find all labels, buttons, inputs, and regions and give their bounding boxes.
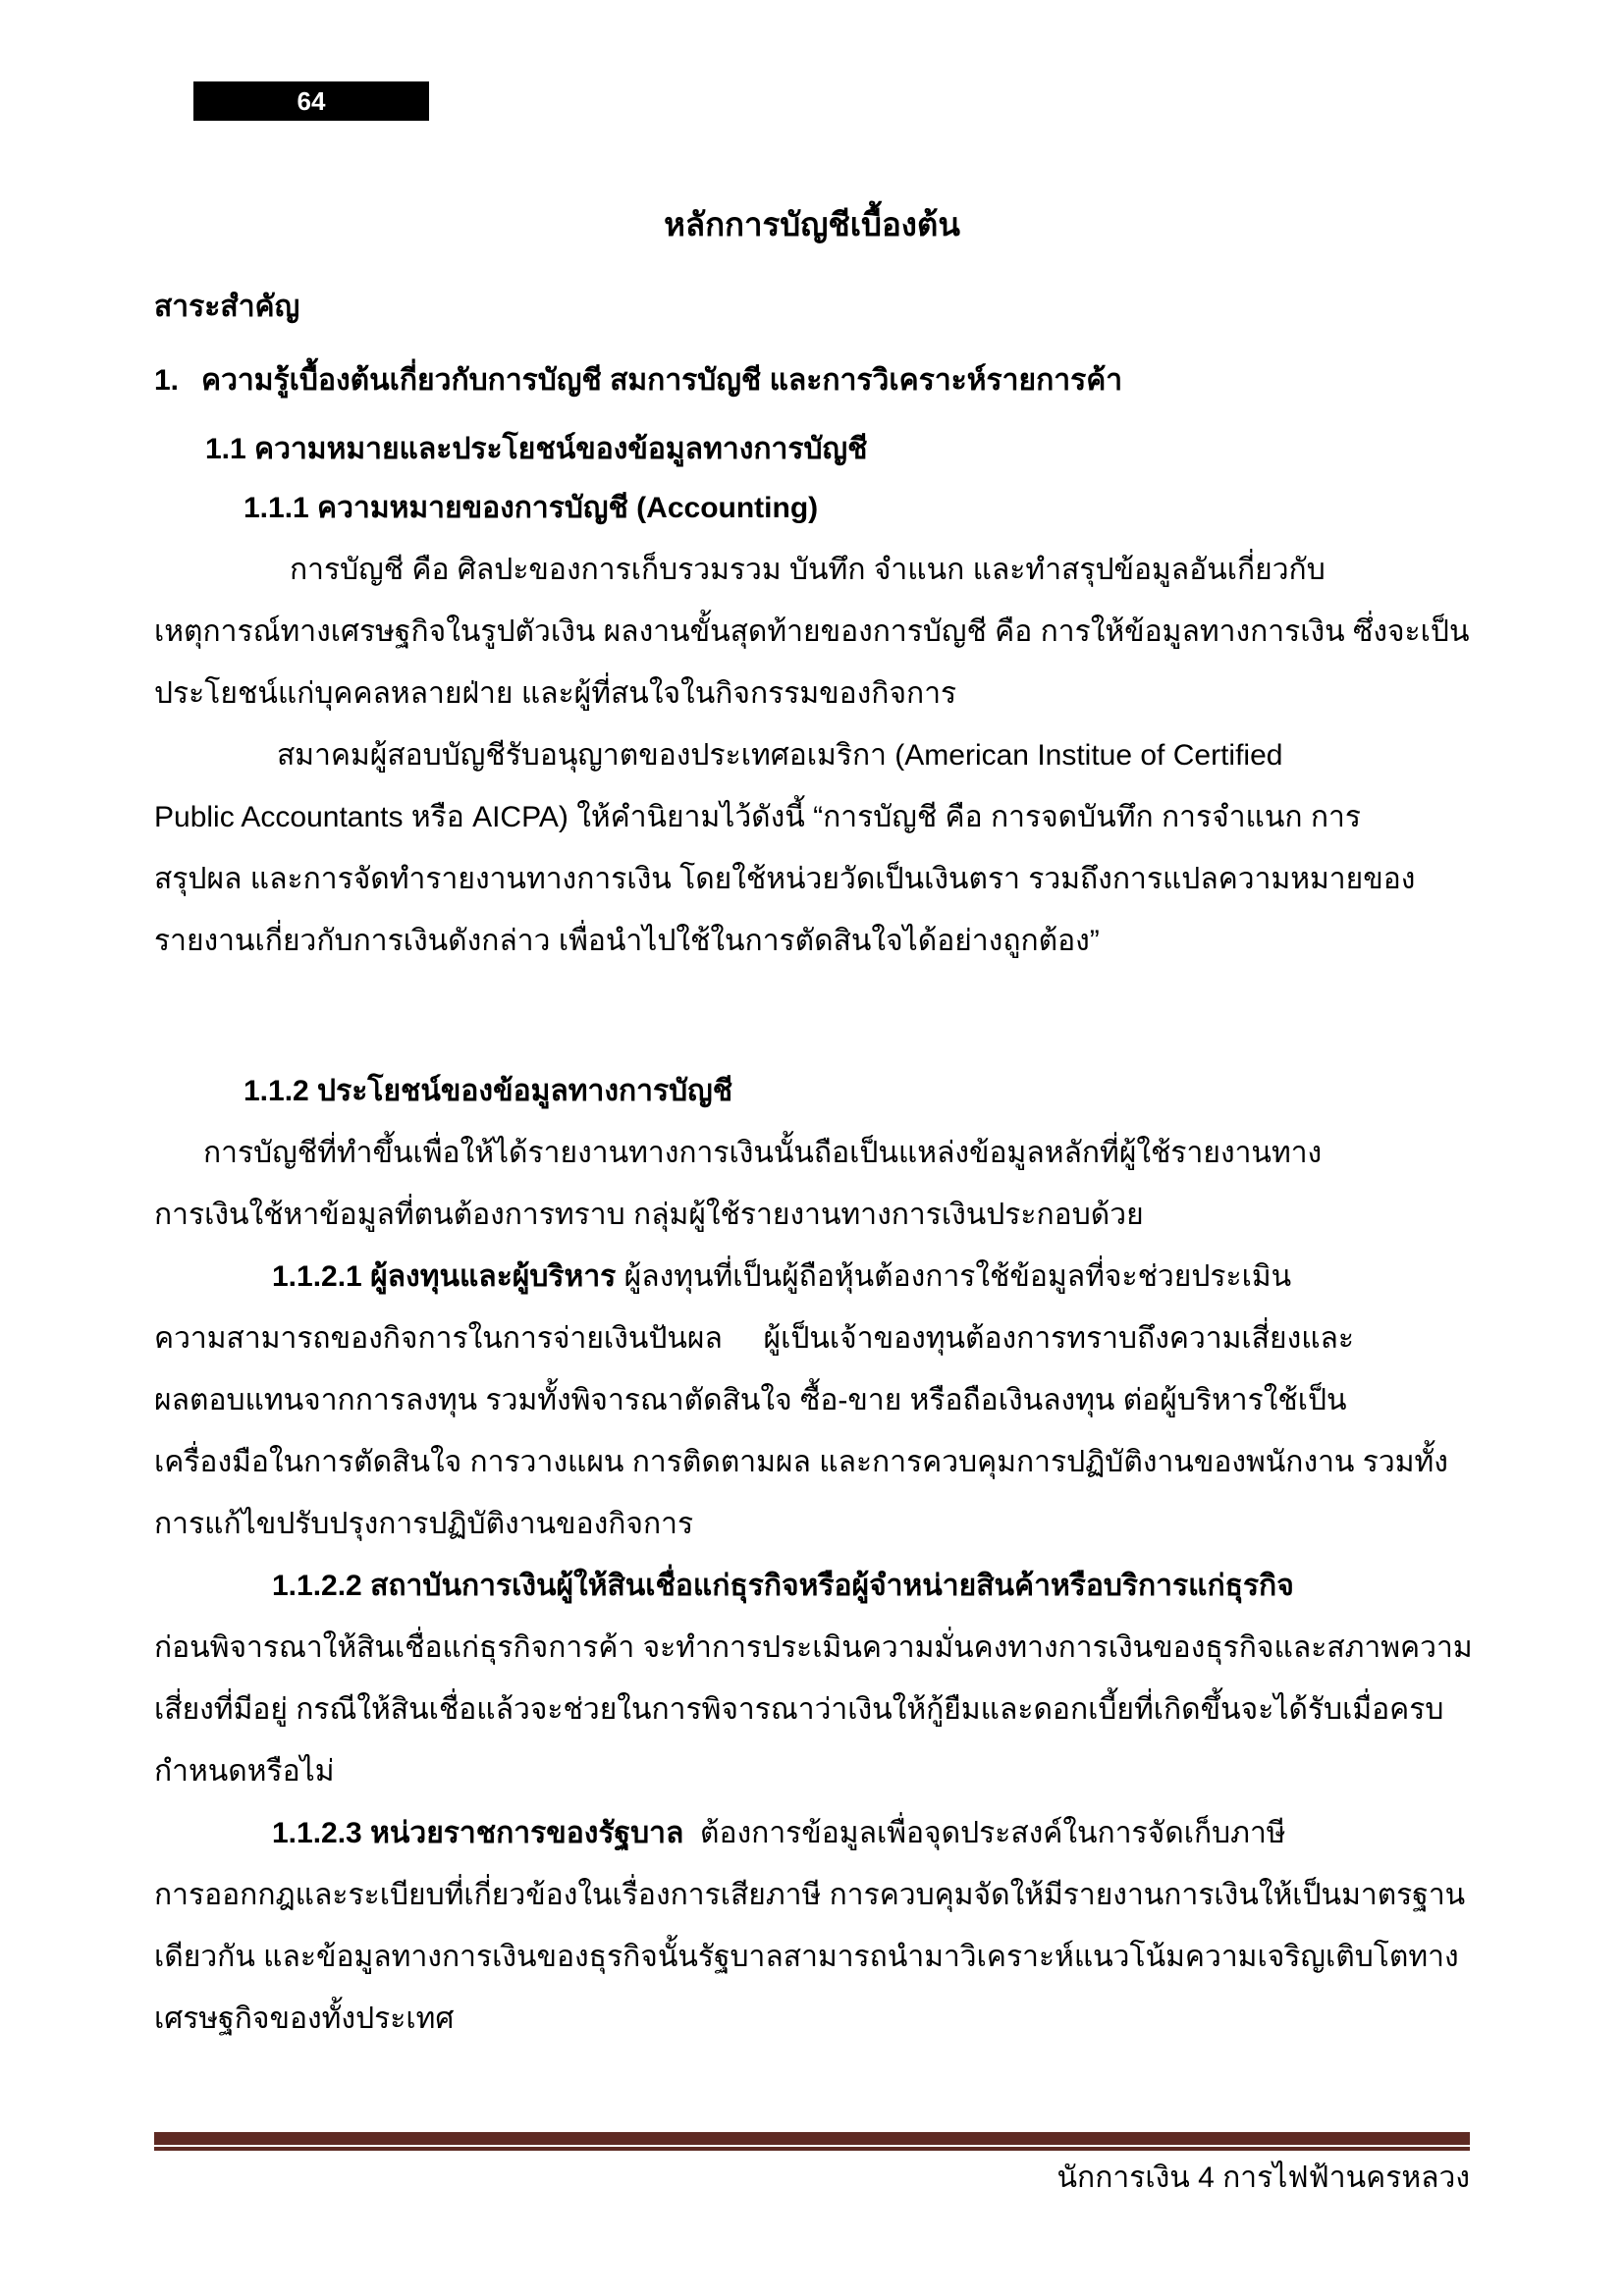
heading-1-1-2: 1.1.2 ประโยชน์ของข้อมูลทางการบัญชี (244, 1075, 733, 1107)
paragraph-line: สรุปผล และการจัดทำรายงานทางการเงิน โดยใช้หน่วยวัดเป็นเงินตรา รวมถึงการแปลความหมายของ (154, 863, 1416, 895)
paragraph-line: การบัญชี คือ ศิลปะของการเก็บรวมรวม บันทึก จำแนก และทำสรุปข้อมูลอันเกี่ยวกับ (290, 554, 1326, 586)
paragraph-line: รายงานเกี่ยวกับการเงินดังกล่าว เพื่อนำไปใช้ในการตัดสินใจได้อย่างถูกต้อง” (154, 925, 1100, 957)
footer-text: นักการเงิน 4 การไฟฟ้านครหลวง (1056, 2162, 1470, 2194)
paragraph-line: Public Accountants หรือ AICPA) ให้คำนิยามไว้ดังนี้ “การบัญชี คือ การจดบันทึก การจำแนก การ (154, 801, 1362, 833)
section-1-number: 1. (154, 364, 180, 397)
paragraph-line: เหตุการณ์ทางเศรษฐกิจในรูปตัวเงิน ผลงานขั้นสุดท้ายของการบัญชี คือ การให้ข้อมูลทางการเงิน ซึ่งจะเป็น (154, 615, 1470, 648)
paragraph-line: เครื่องมือในการตัดสินใจ การวางแผน การติดตามผล และการควบคุมการปฏิบัติงานของพนักงาน รวมทั้ง (154, 1446, 1448, 1478)
heading-1-1-2-1 (154, 1246, 1470, 1308)
heading-1-1: 1.1 ความหมายและประโยชน์ของข้อมูลทางการบัญชี (205, 433, 868, 465)
paragraph-line: ความสามารถของกิจการในการจ่ายเงินปันผล ผู้เป็นเจ้าของทุนต้องการทราบถึงความเสี่ยงและ (154, 1322, 1355, 1355)
paragraph-line: สมาคมผู้สอบบัญชีรับอนุญาตของประเทศอเมริกา (American Institue of Certified (277, 739, 1283, 772)
paragraph-line: กำหนดหรือไม่ (154, 1755, 335, 1788)
paragraph-line: การเงินใช้หาข้อมูลที่ตนต้องการทราบ กลุ่มผู้ใช้รายงานทางการเงินประกอบด้วย (154, 1199, 1144, 1231)
paragraph-line: เสี่ยงที่มีอยู่ กรณีให้สินเชื่อแล้วจะช่วยในการพิจารณาว่าเงินให้กู้ยืมและดอกเบี้ยที่เกิดขึ้นจะได้รับเมื่อครบ (154, 1693, 1444, 1726)
paragraph-line: เศรษฐกิจของทั้งประเทศ (154, 2002, 455, 2035)
paragraph-line: เดียวกัน และข้อมูลทางการเงินของธุรกิจนั้นรัฐบาลสามารถนำมาวิเคราะห์แนวโน้มความเจริญเติบโตทาง (154, 1941, 1459, 1973)
paragraph-line: ประโยชน์แก่บุคคลหลายฝ่าย และผู้ที่สนใจในกิจกรรมของกิจการ (154, 677, 957, 710)
heading-1-1-1: 1.1.1 ความหมายของการบัญชี (Accounting) (244, 492, 819, 524)
page-number-badge: 64 (193, 81, 429, 121)
page-footer (154, 2132, 1470, 2198)
paragraph-line: ผลตอบแทนจากการลงทุน รวมทั้งพิจารณาตัดสินใจ ซื้อ-ขาย หรือถือเงินลงทุน ต่อผู้บริหารใช้เป็น (154, 1384, 1347, 1416)
summary-heading: สาระสำคัญ (154, 291, 300, 323)
footer-rule-thick (154, 2132, 1470, 2145)
section-1-heading (154, 349, 1470, 411)
heading-1-1-2-3-text: ต้องการข้อมูลเพื่อจุดประสงค์ในการจัดเก็บภาษี (683, 1817, 1286, 1849)
page-title: หลักการบัญชีเบื้องต้น (664, 206, 960, 242)
heading-1-1-2-3-label: 1.1.2.3 หน่วยราชการของรัฐบาล (272, 1817, 684, 1849)
paragraph-line: ก่อนพิจารณาให้สินเชื่อแก่ธุรกิจการค้า จะทำการประเมินความมั่นคงทางการเงินของธุรกิจและสภาพความ (154, 1631, 1473, 1664)
paragraph-line: การบัญชีที่ทำขึ้นเพื่อให้ได้รายงานทางการเงินนั้นถือเป็นแหล่งข้อมูลหลักที่ผู้ใช้รายงานทาง (203, 1137, 1323, 1169)
heading-1-1-2-2: 1.1.2.2 สถาบันการเงินผู้ให้สินเชื่อแก่ธุรกิจหรือผู้จำหน่ายสินค้าหรือบริการแก่ธุรกิจ (272, 1570, 1294, 1602)
heading-1-1-2-1-label: 1.1.2.1 ผู้ลงทุนและผู้บริหาร (272, 1260, 617, 1293)
paragraph-line: การออกกฎและระเบียบที่เกี่ยวข้องในเรื่องการเสียภาษี การควบคุมจัดให้มีรายงานการเงินให้เป็นมาตรฐาน (154, 1879, 1466, 1911)
heading-1-1-2-1-text: ผู้ลงทุนที่เป็นผู้ถือหุ้นต้องการใช้ข้อมูลที่จะช่วยประเมิน (616, 1260, 1292, 1293)
paragraph-line: การแก้ไขปรับปรุงการปฏิบัติงานของกิจการ (154, 1508, 694, 1540)
section-1-title: ความรู้เบื้องต้นเกี่ยวกับการบัญชี สมการบัญชี และการวิเคราะห์รายการค้า (201, 364, 1123, 397)
heading-1-1-2-3 (154, 1802, 1470, 1864)
footer-rule-thin (154, 2147, 1470, 2151)
